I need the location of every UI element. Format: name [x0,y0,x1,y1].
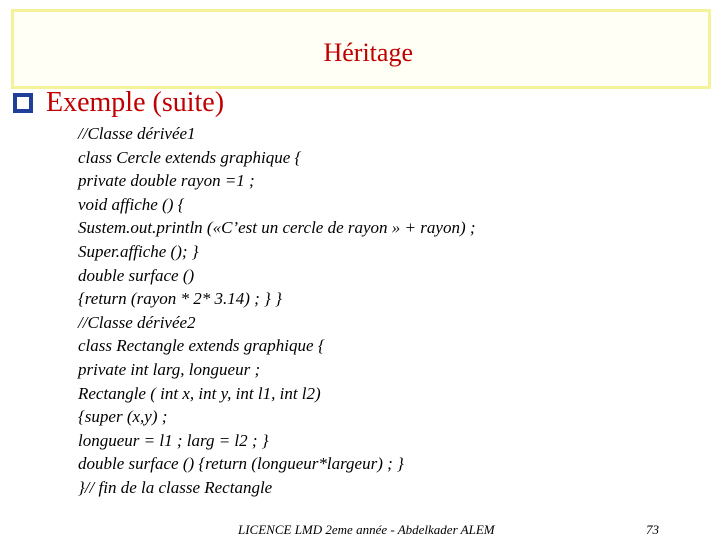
code-listing [78,122,476,500]
code-line: longueur = l1 ; larg = l2 ; } [78,430,269,450]
section-heading [12,86,224,120]
title-box [11,9,711,89]
code-line: double surface () {return (longueur*largeur) ; } [78,454,404,474]
slide-title: Héritage [323,38,413,67]
code-line: class Cercle extends graphique { [78,147,302,167]
section-heading-text: Exemple (suite) [46,87,225,118]
code-line: //Classe dérivée2 [78,312,196,332]
code-line: Super.affiche (); } [78,241,199,261]
code-line: }// fin de la classe Rectangle [78,477,273,497]
code-line: private double rayon =1 ; [78,171,255,191]
code-line: void affiche () { [78,194,185,214]
footer-text: LICENCE LMD 2eme année - Abdelkader ALEM [238,522,495,537]
code-line: double surface () [78,265,195,285]
code-line: //Classe dérivée1 [78,124,196,143]
code-line: Rectangle ( int x, int y, int l1, int l2) [78,383,321,403]
code-line: Sustem.out.println («C’est un cercle de rayon » + rayon) ; [78,218,476,238]
code-line: private int larg, longueur ; [78,359,261,379]
code-line: {return (rayon * 2* 3.14) ; } } [78,289,282,309]
code-line: {super (x,y) ; [78,407,168,427]
page-number: 73 [646,522,659,537]
code-line: class Rectangle extends graphique { [78,336,325,356]
checkbox-bullet-icon [12,92,34,114]
